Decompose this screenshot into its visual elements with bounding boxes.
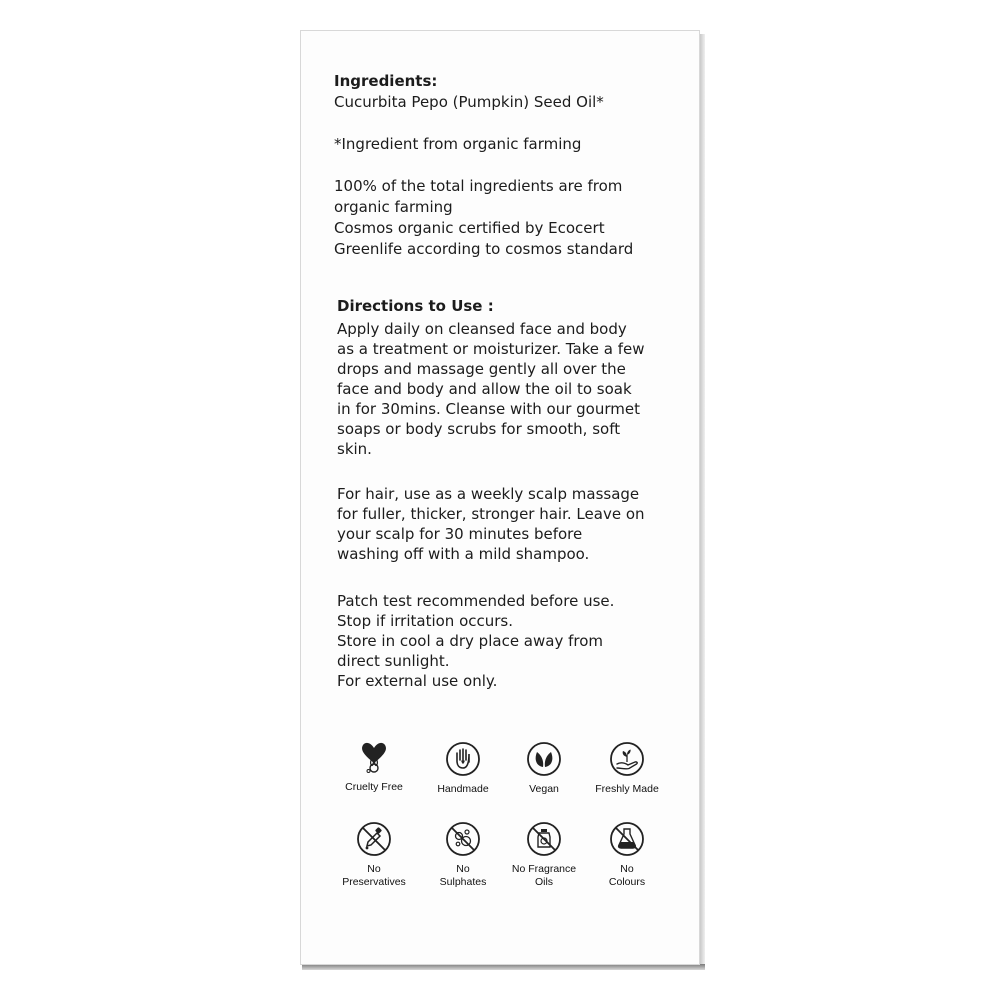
badge-label: Freshly Made [595,783,659,795]
no-colours-icon [609,821,645,857]
hair-line: washing off with a mild shampoo. [337,545,590,563]
vegan-icon [526,741,562,777]
product-box-back-panel [300,30,700,965]
ingredients-section [334,71,633,260]
badge-label: Preservatives [342,876,406,888]
badge-no-preservatives [324,821,424,889]
badge-label: Sulphates [439,876,487,888]
badge-label: No [367,863,381,875]
handmade-icon [445,741,481,777]
warnings-section [337,591,614,691]
directions-section [337,296,645,459]
ingredient-line: Cosmos organic certified by Ecocert [334,219,605,237]
badge-cruelty-free [324,739,424,794]
ingredient-line: Greenlife according to cosmos standard [334,240,634,258]
badge-label: No Fragrance [511,863,577,875]
box-side-shadow [700,34,705,969]
badge-label: Vegan [529,783,559,795]
directions-line: as a treatment or moisturizer. Take a few [337,340,645,358]
badge-no-colours [577,821,677,889]
warning-line: Store in cool a dry place away from [337,632,604,650]
directions-line: Apply daily on cleansed face and body [337,320,627,338]
badge-freshly-made [577,741,677,796]
directions-line: drops and massage gently all over the [337,360,626,378]
badge-label: Cruelty Free [345,781,403,793]
directions-line: skin. [337,440,372,458]
hair-line: For hair, use as a weekly scalp massage [337,485,640,503]
directions-heading: Directions to Use : [337,297,494,315]
badge-label: Oils [534,876,554,888]
badge-label: No [456,863,470,875]
directions-line: face and body and allow the oil to soak [337,380,632,398]
blank-line [334,113,633,134]
no-fragrance-oils-icon [526,821,562,857]
ingredients-heading: Ingredients: [334,72,438,90]
badge-label: Colours [608,876,646,888]
warning-line: Stop if irritation occurs. [337,612,513,630]
warning-line: For external use only. [337,672,498,690]
freshly-made-icon [609,741,645,777]
ingredient-line: *Ingredient from organic farming [334,135,582,153]
hair-directions-section [337,484,645,564]
hair-line: your scalp for 30 minutes before [337,525,583,543]
ingredient-line: organic farming [334,198,453,216]
warning-line: Patch test recommended before use. [337,592,615,610]
no-sulphates-icon [445,821,481,857]
warning-line: direct sunlight. [337,652,450,670]
badge-label: Handmade [437,783,489,795]
directions-line: in for 30mins. Cleanse with our gourmet [337,400,640,418]
no-preservatives-icon [356,821,392,857]
ingredient-line: 100% of the total ingredients are from [334,177,623,195]
badge-label: No [620,863,634,875]
cruelty-free-icon [356,739,392,775]
directions-line: soaps or body scrubs for smooth, soft [337,420,621,438]
hair-line: for fuller, thicker, stronger hair. Leave on [337,505,645,523]
ingredient-line: Cucurbita Pepo (Pumpkin) Seed Oil* [334,93,604,111]
blank-line [334,155,633,176]
